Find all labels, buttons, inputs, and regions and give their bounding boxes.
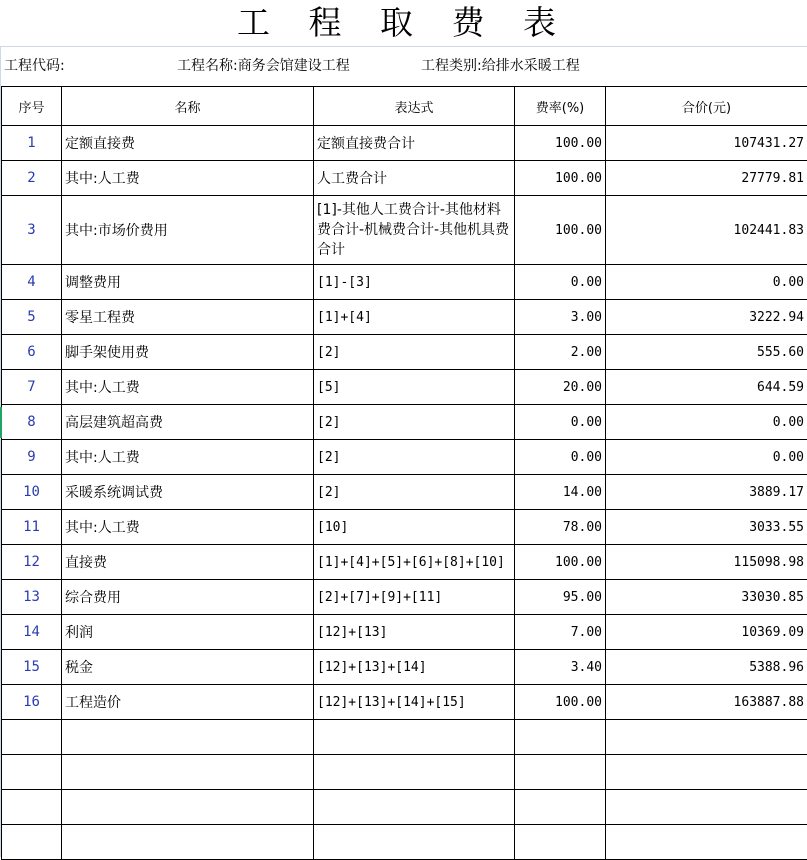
cell-rate[interactable]: 7.00 (515, 615, 606, 650)
header-total[interactable]: 合价(元) (606, 87, 807, 126)
table-row (2, 475, 807, 510)
empty-cell[interactable] (515, 720, 606, 755)
empty-cell[interactable] (606, 790, 807, 825)
empty-row (2, 720, 807, 755)
empty-cell[interactable] (314, 825, 515, 860)
cell-expression[interactable]: [12]+[13] (314, 615, 515, 650)
table-row (2, 370, 807, 405)
header-expression[interactable]: 表达式 (314, 87, 515, 126)
cell-name[interactable]: 高层建筑超高费 (62, 405, 314, 440)
cell-rate[interactable]: 100.00 (515, 161, 606, 196)
cell-expression[interactable]: [1]+[4]+[5]+[6]+[8]+[10] (314, 545, 515, 580)
cell-index[interactable]: 9 (2, 440, 62, 475)
empty-cell[interactable] (606, 720, 807, 755)
empty-cell[interactable] (606, 825, 807, 860)
empty-cell[interactable] (2, 825, 62, 860)
table-row (2, 300, 807, 335)
cell-rate[interactable]: 20.00 (515, 370, 606, 405)
cell-index[interactable]: 7 (2, 370, 62, 405)
cell-index[interactable]: 15 (2, 650, 62, 685)
cell-name[interactable]: 零星工程费 (62, 300, 314, 335)
cell-rate[interactable]: 2.00 (515, 335, 606, 370)
empty-cell[interactable] (515, 755, 606, 790)
cell-name[interactable]: 其中:人工费 (62, 440, 314, 475)
table-row (2, 650, 807, 685)
cell-expression[interactable]: [1]-[3] (314, 265, 515, 300)
cell-name[interactable]: 直接费 (62, 545, 314, 580)
cell-total[interactable]: 163887.88 (606, 685, 807, 720)
cell-rate[interactable]: 100.00 (515, 545, 606, 580)
table-row (2, 265, 807, 300)
cell-total[interactable]: 555.60 (606, 335, 807, 370)
cell-expression[interactable] (314, 196, 515, 265)
cell-total[interactable]: 3222.94 (606, 300, 807, 335)
cell-index[interactable]: 5 (2, 300, 62, 335)
cell-name[interactable]: 其中:人工费 (62, 510, 314, 545)
cell-expression[interactable]: [2]+[7]+[9]+[11] (314, 580, 515, 615)
cell-index[interactable]: 10 (2, 475, 62, 510)
cell-expression[interactable]: [2] (314, 335, 515, 370)
project-name-label: 工程名称:商务会馆建设工程 (177, 47, 350, 85)
empty-cell[interactable] (62, 755, 314, 790)
cell-rate[interactable]: 78.00 (515, 510, 606, 545)
cell-expression[interactable]: 人工费合计 (314, 161, 515, 196)
cell-expression[interactable]: [5] (314, 370, 515, 405)
cell-name[interactable]: 调整费用 (62, 265, 314, 300)
fee-table (1, 86, 807, 860)
cell-name[interactable]: 其中:人工费 (62, 370, 314, 405)
cell-expression[interactable]: [1]+[4] (314, 300, 515, 335)
cell-index[interactable]: 3 (2, 196, 62, 265)
cell-rate[interactable]: 0.00 (515, 440, 606, 475)
cell-rate[interactable]: 100.00 (515, 126, 606, 161)
cell-total[interactable]: 3889.17 (606, 475, 807, 510)
cell-expression[interactable]: [2] (314, 440, 515, 475)
cell-index[interactable]: 11 (2, 510, 62, 545)
header-index[interactable]: 序号 (2, 87, 62, 126)
cell-expression[interactable]: [12]+[13]+[14] (314, 650, 515, 685)
project-type-label: 工程类别:给排水采暖工程 (421, 47, 580, 85)
empty-cell[interactable] (515, 825, 606, 860)
empty-cell[interactable] (62, 790, 314, 825)
table-row (2, 126, 807, 161)
cell-index[interactable]: 2 (2, 161, 62, 196)
cell-total[interactable]: 3033.55 (606, 510, 807, 545)
cell-name[interactable]: 综合费用 (62, 580, 314, 615)
empty-cell[interactable] (314, 720, 515, 755)
empty-row (2, 755, 807, 790)
table-row (2, 335, 807, 370)
table-row (2, 580, 807, 615)
cell-name[interactable]: 利润 (62, 615, 314, 650)
table-row (2, 440, 807, 475)
cell-expression[interactable]: [10] (314, 510, 515, 545)
table-row (2, 161, 807, 196)
cell-rate[interactable]: 95.00 (515, 580, 606, 615)
cell-total[interactable]: 5388.96 (606, 650, 807, 685)
cell-index[interactable]: 1 (2, 126, 62, 161)
table-row (2, 405, 807, 440)
cell-name[interactable]: 其中:市场价费用 (62, 196, 314, 265)
cell-index[interactable]: 13 (2, 580, 62, 615)
cell-index[interactable]: 14 (2, 615, 62, 650)
row-selection-marker (0, 407, 2, 438)
cell-expression[interactable]: [2] (314, 405, 515, 440)
project-code-label: 工程代码: (4, 47, 65, 85)
empty-cell[interactable] (606, 755, 807, 790)
cell-total[interactable]: 27779.81 (606, 161, 807, 196)
empty-cell[interactable] (314, 790, 515, 825)
cell-index[interactable]: 12 (2, 545, 62, 580)
cell-name[interactable]: 工程造价 (62, 685, 314, 720)
empty-cell[interactable] (515, 790, 606, 825)
cell-name[interactable]: 采暖系统调试费 (62, 475, 314, 510)
cell-total[interactable]: 33030.85 (606, 580, 807, 615)
cell-name[interactable]: 其中:人工费 (62, 161, 314, 196)
cell-name[interactable]: 脚手架使用费 (62, 335, 314, 370)
table-row (2, 545, 807, 580)
cell-total[interactable]: 644.59 (606, 370, 807, 405)
cell-index[interactable]: 8 (2, 405, 62, 440)
cell-total[interactable]: 0.00 (606, 405, 807, 440)
cell-index[interactable]: 4 (2, 265, 62, 300)
empty-row (2, 790, 807, 825)
cell-rate[interactable]: 0.00 (515, 405, 606, 440)
cell-rate[interactable]: 3.40 (515, 650, 606, 685)
cell-expression[interactable]: 定额直接费合计 (314, 126, 515, 161)
cell-name[interactable]: 定额直接费 (62, 126, 314, 161)
empty-row (2, 825, 807, 860)
cell-index[interactable]: 6 (2, 335, 62, 370)
cell-rate[interactable]: 14.00 (515, 475, 606, 510)
cell-total[interactable]: 10369.09 (606, 615, 807, 650)
cell-rate[interactable]: 100.00 (515, 196, 606, 265)
empty-cell[interactable] (2, 720, 62, 755)
cell-expression[interactable]: [2] (314, 475, 515, 510)
cell-rate[interactable]: 0.00 (515, 265, 606, 300)
empty-cell[interactable] (62, 720, 314, 755)
cell-name[interactable]: 税金 (62, 650, 314, 685)
cell-total[interactable]: 0.00 (606, 440, 807, 475)
table-row (2, 615, 807, 650)
cell-total[interactable]: 102441.83 (606, 196, 807, 265)
cell-total[interactable]: 115098.98 (606, 545, 807, 580)
divider (0, 46, 807, 47)
cell-rate[interactable]: 3.00 (515, 300, 606, 335)
cell-expression[interactable]: [12]+[13]+[14]+[15] (314, 685, 515, 720)
cell-rate[interactable]: 100.00 (515, 685, 606, 720)
page-title: 工 程 取 费 表 (0, 0, 807, 46)
table-row (2, 510, 807, 545)
cell-index[interactable]: 16 (2, 685, 62, 720)
table-header-row (2, 87, 807, 126)
header-name[interactable]: 名称 (62, 87, 314, 126)
empty-cell[interactable] (2, 790, 62, 825)
cell-total[interactable]: 107431.27 (606, 126, 807, 161)
empty-cell[interactable] (62, 825, 314, 860)
table-row (2, 685, 807, 720)
cell-expression-text: [1]-其他人工费合计-其他材料费合计-机械费合计-其他机具费合计 (317, 200, 511, 260)
cell-total[interactable]: 0.00 (606, 265, 807, 300)
table-row (2, 196, 807, 265)
header-rate[interactable]: 费率(%) (515, 87, 606, 126)
empty-cell[interactable] (314, 755, 515, 790)
empty-cell[interactable] (2, 755, 62, 790)
